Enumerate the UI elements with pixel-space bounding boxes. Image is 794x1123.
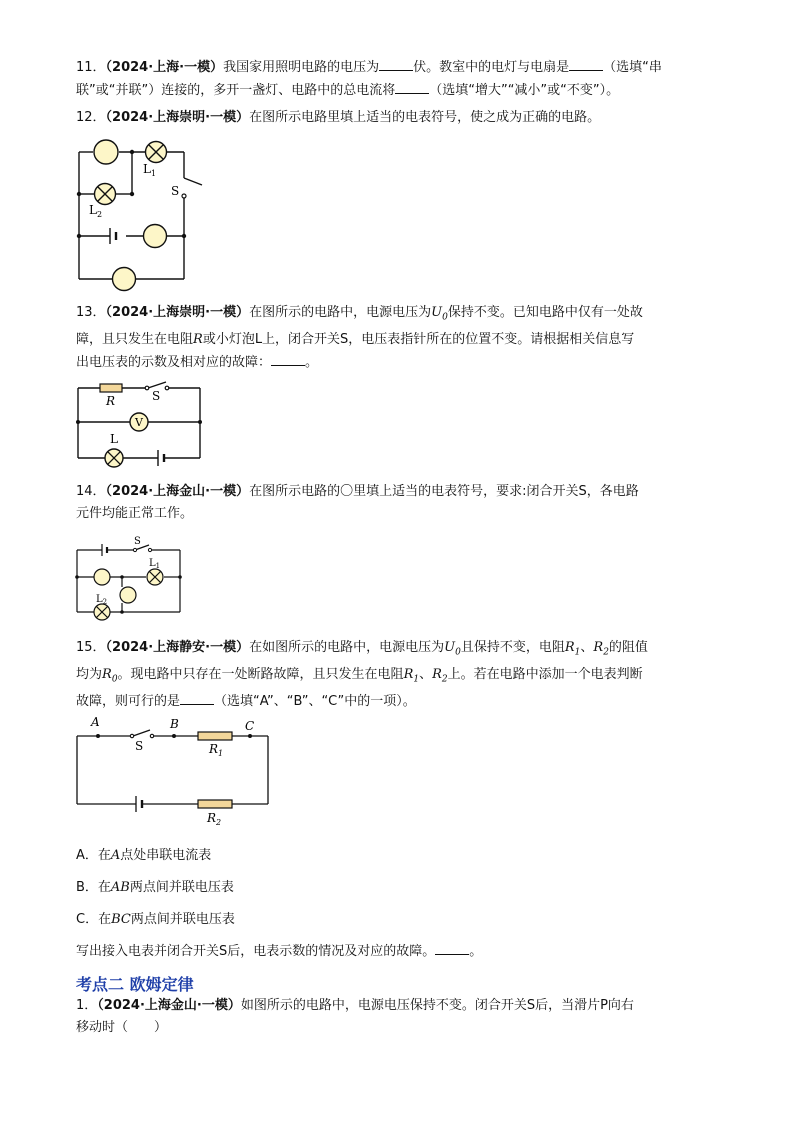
section-heading: 考点二 欧姆定律 <box>76 975 194 994</box>
symbol-r2: $R_2$ <box>593 640 609 658</box>
symbol-r1: $R_1$ <box>564 640 581 658</box>
meter-slot[interactable] <box>94 569 110 585</box>
punctuation: 、 <box>580 640 594 655</box>
lamp-l2-icon <box>94 604 110 620</box>
symbol-r2: $R_2$ <box>432 666 448 685</box>
question-number: 11． <box>76 60 106 75</box>
question-number: 15． <box>76 640 106 655</box>
circuit-diagram-q15 <box>70 712 280 830</box>
question-11-line-1 <box>76 56 726 79</box>
question-text: 的阻值 <box>608 640 648 655</box>
circuit-diagram-q12 <box>70 136 220 296</box>
voltmeter-label: V <box>135 416 143 429</box>
label-s: S <box>171 184 180 198</box>
answer-blank[interactable] <box>569 56 603 71</box>
resistor-r2-icon <box>198 800 232 808</box>
meter-slot[interactable] <box>113 268 136 291</box>
label-point-c: C <box>245 719 255 733</box>
question-text: （选填“A”、“B”、“C”中的一项）。 <box>214 694 416 710</box>
label-l2: $L_2$ <box>89 203 103 219</box>
answer-blank[interactable] <box>180 690 214 705</box>
question-text: 联”或“并联”）连接的，多开一盏灯、电路中的总电流将 <box>76 83 396 98</box>
meter-slot[interactable] <box>144 225 167 248</box>
question-text: 在图所示电路的〇里填上适当的电表符号，要求:闭合开关S，各电路 <box>249 484 639 499</box>
resistor-r-icon <box>100 384 122 392</box>
question-1 <box>76 995 726 1039</box>
answer-blank[interactable] <box>435 940 469 955</box>
punctuation: 、 <box>419 666 433 682</box>
question-14 <box>76 481 726 525</box>
question-text: 我国家用照明电路的电压为 <box>223 60 380 75</box>
question-text: （选填“增大”“减小”或“不变”）。 <box>429 83 620 98</box>
lamp-l2-icon <box>95 184 116 205</box>
question-text: 障，且只发生在电阻 <box>76 331 194 347</box>
label-point-a: A <box>91 715 100 729</box>
label-s: S <box>135 739 144 753</box>
question-11-line-2 <box>76 79 726 102</box>
voltmeter-icon <box>130 413 148 431</box>
lamp-l-icon <box>105 449 123 467</box>
question-text: 出电压表的示数及相对应的故障： <box>76 354 272 370</box>
question-text: 且保持不变，电阻 <box>460 640 565 655</box>
answer-blank[interactable] <box>271 351 305 366</box>
question-text: 保持不变。已知电路中仅有一处故 <box>447 305 643 320</box>
question-text: 如图所示的电路中，电源电压保持不变。闭合开关S后，当滑片P向右 <box>240 998 634 1013</box>
answer-blank[interactable] <box>395 79 429 94</box>
question-15-followup: 写出接入电表并闭合开关S后，电表示数的情况及对应的故障。 。 <box>76 940 482 959</box>
question-text: ） <box>154 1020 168 1035</box>
question-source: （2024·上海崇明·一模） <box>105 305 250 320</box>
question-text: 移动时（ <box>76 1020 129 1035</box>
question-number: 1． <box>76 998 98 1013</box>
option-b[interactable]: B．在AB两点间并联电压表 <box>76 880 234 895</box>
question-text: 元件均能正常工作。 <box>76 506 194 521</box>
symbol-r: R <box>193 331 203 347</box>
question-text: 伏。教室中的电灯与电扇是 <box>413 60 570 75</box>
question-15 <box>76 637 726 713</box>
question-13 <box>76 302 726 374</box>
label-r1: $R_1$ <box>209 742 224 758</box>
lamp-l1-icon <box>146 142 167 163</box>
meter-slot[interactable] <box>94 140 118 164</box>
circuit-diagram-q13 <box>70 376 210 472</box>
question-source: （2024·上海静安·一模） <box>105 640 250 655</box>
label-r2: $R_2$ <box>207 811 222 827</box>
question-source: （2024·上海·一模） <box>105 60 224 75</box>
label-s: S <box>152 389 161 403</box>
resistor-r1-icon <box>198 732 232 740</box>
question-source: （2024·上海崇明·一模） <box>105 110 250 125</box>
question-number: 14． <box>76 484 106 499</box>
question-text: 均为 <box>76 666 103 682</box>
question-text: 在如图所示的电路中，电源电压为 <box>249 640 445 655</box>
label-s: S <box>134 536 141 547</box>
question-11 <box>76 56 726 102</box>
question-12 <box>76 107 726 129</box>
question-text: 或小灯泡L上，闭合开关S，电压表指针所在的位置不变。请根据相关信息写 <box>202 331 635 347</box>
lamp-l1-icon <box>147 569 163 585</box>
label-l2: $L_2$ <box>96 594 108 606</box>
punctuation: 。 <box>305 354 319 370</box>
question-source: （2024·上海金山·一模） <box>105 484 250 499</box>
question-text: 。现电路中只存在一处断路故障，且只发生在电阻 <box>117 666 404 682</box>
label-l: L <box>110 432 118 446</box>
option-a[interactable]: A．在A点处串联电流表 <box>76 848 212 863</box>
option-c[interactable]: C．在BC两点间并联电压表 <box>76 912 235 927</box>
label-r: R <box>106 394 116 408</box>
question-text: 上。若在电路中添加一个电表判断 <box>447 666 643 682</box>
circuit-diagram-q14 <box>70 534 190 618</box>
symbol-u: $U_0$ <box>444 640 461 658</box>
symbol-r1: $R_1$ <box>403 666 420 685</box>
question-text: 在图所示电路里填上适当的电表符号，使之成为正确的电路。 <box>249 110 601 125</box>
question-number: 12． <box>76 110 106 125</box>
symbol-r0: $R_0$ <box>102 666 118 685</box>
question-number: 13． <box>76 305 106 320</box>
meter-slot[interactable] <box>120 587 136 603</box>
label-l1: $L_1$ <box>143 162 157 178</box>
label-point-b: B <box>170 717 179 731</box>
answer-blank[interactable] <box>379 56 413 71</box>
symbol-u: $U_0$ <box>431 305 448 323</box>
question-text: 故障，则可行的是 <box>76 694 181 710</box>
question-text: 在图所示的电路中，电源电压为 <box>249 305 432 320</box>
label-l1: $L_1$ <box>149 558 161 570</box>
question-source: （2024·上海金山·一模） <box>97 998 241 1013</box>
question-text: （选填“串 <box>603 60 662 75</box>
